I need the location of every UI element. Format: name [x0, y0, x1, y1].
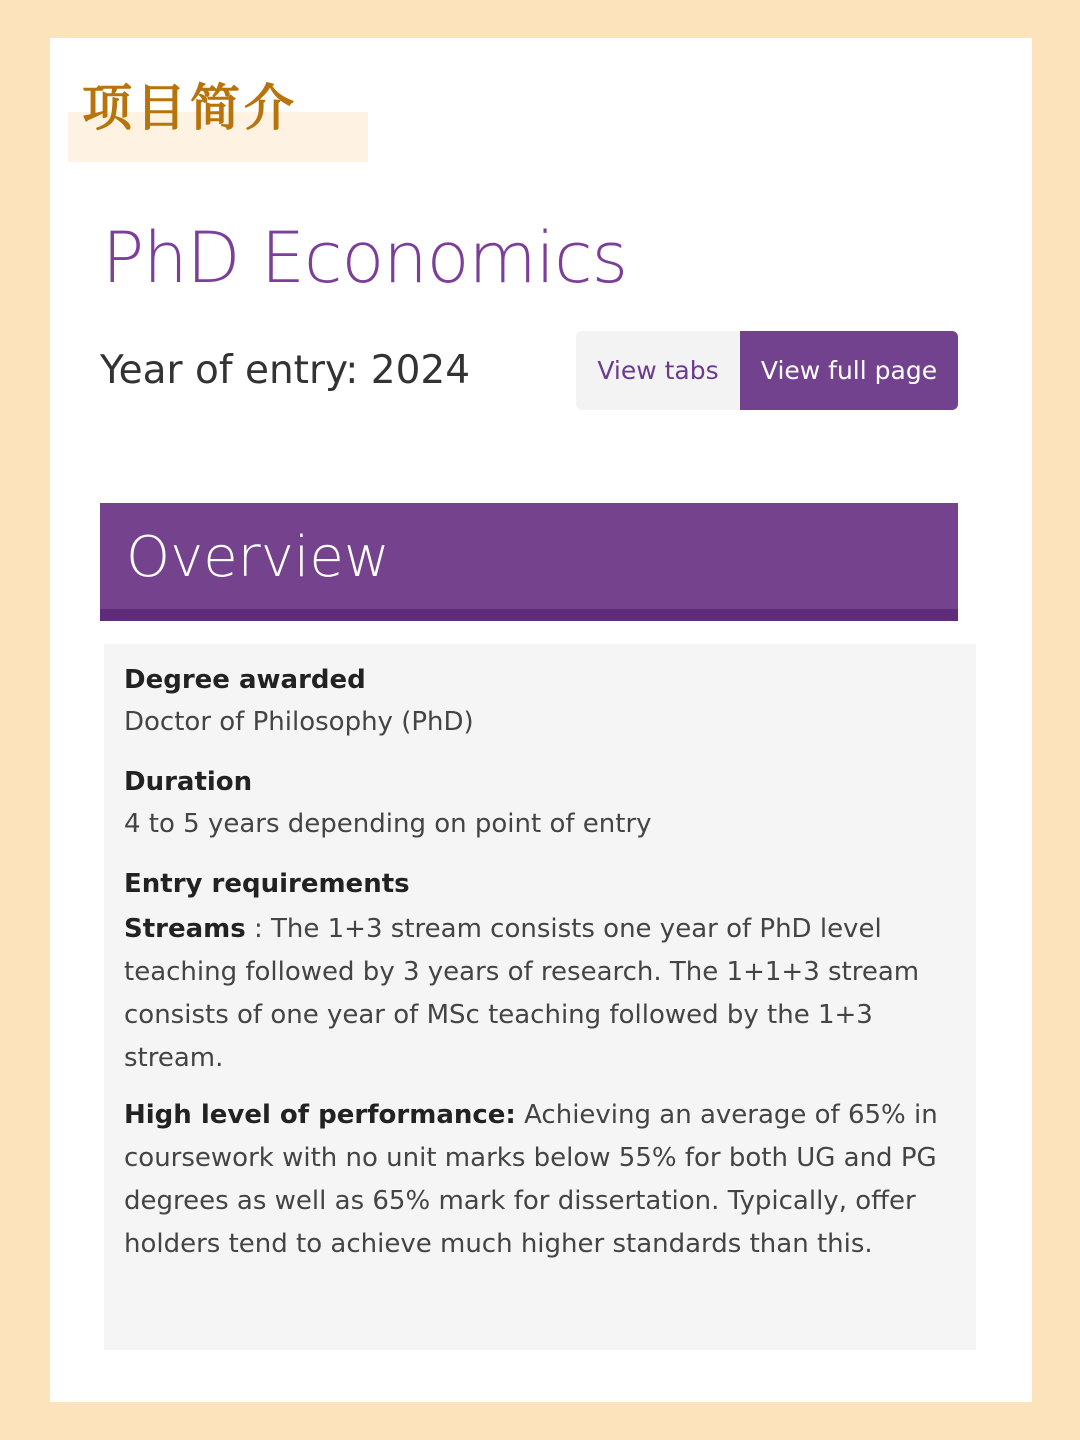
streams-text: : The 1+3 stream consists one year of PhD level teaching followed by 3 years of research. The 1+1+3 stream consists of one year of MSc teaching followed by the 1+3 stream.	[124, 914, 920, 1073]
view-toggle	[576, 331, 958, 410]
section-label-text: 项目简介	[82, 79, 298, 137]
page-title: PhD Economics	[102, 217, 628, 299]
performance-text: Achieving an average of 65% in coursework with no unit marks below 55% for both UG and PG degrees as well as 65% mark for dissertation. Typically, offer holders tend to achieve much higher standards than this.	[124, 1100, 938, 1259]
streams-paragraph	[124, 908, 956, 1080]
content-card	[50, 38, 1032, 1402]
overview-details	[104, 644, 976, 1350]
duration-value: 4 to 5 years depending on point of entry	[124, 809, 652, 839]
view-tabs-button[interactable]: View tabs	[576, 331, 740, 410]
performance-label: High level of performance:	[124, 1100, 516, 1130]
degree-value: Doctor of Philosophy (PhD)	[124, 707, 474, 737]
performance-paragraph	[124, 1094, 956, 1266]
duration-label: Duration	[124, 767, 253, 797]
overview-header	[100, 503, 958, 621]
view-full-page-button[interactable]: View full page	[740, 331, 958, 410]
duration-item	[124, 764, 956, 842]
degree-label: Degree awarded	[124, 665, 366, 695]
streams-label: Streams	[124, 914, 246, 944]
overview-title: Overview	[126, 525, 390, 590]
entry-requirements-item	[124, 866, 956, 1266]
entry-requirements-label: Entry requirements	[124, 869, 410, 899]
degree-item	[124, 662, 956, 740]
year-of-entry: Year of entry: 2024	[100, 348, 471, 393]
section-label	[68, 78, 368, 162]
